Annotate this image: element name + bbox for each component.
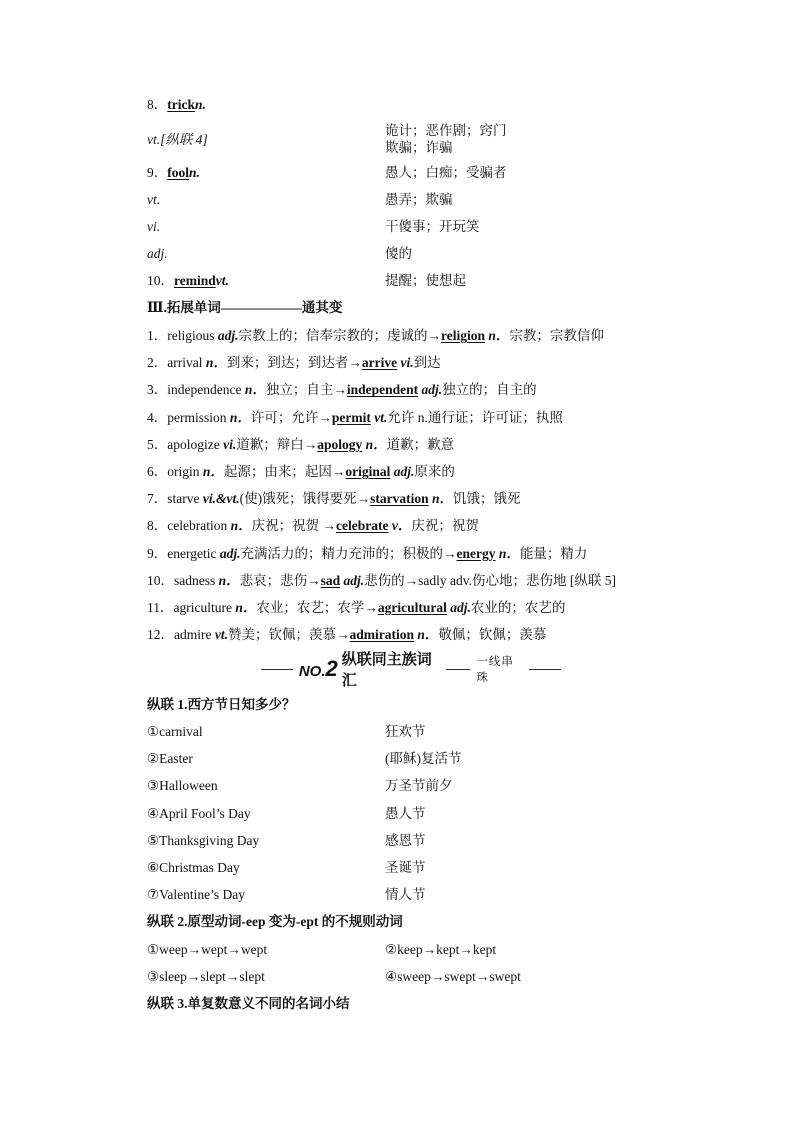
festival-name-en: ②Easter xyxy=(147,751,193,767)
vocab-item-9-meaning: 愚人；白痴；受骗者 xyxy=(385,165,507,180)
expand-item-pos2: adj. xyxy=(390,464,415,479)
expand-item-pos2: n． xyxy=(362,436,387,452)
vocab-item-9-vt: vt. xyxy=(147,192,161,207)
festival-name-zh: 狂欢节 xyxy=(385,724,426,739)
expand-item-b: 宗教上的；信奉宗教的；虔诚的→ xyxy=(238,328,442,343)
expand-item xyxy=(147,436,454,454)
expand-item-a: 5．apologize xyxy=(147,436,224,452)
expand-item xyxy=(147,490,521,508)
expand-item-w: celebrate xyxy=(335,518,389,534)
expand-item-c: 独立的；自主的 xyxy=(442,382,537,398)
festival-name-zh: 情人节 xyxy=(385,887,426,903)
zonglian-3-title: 纵联 3.单复数意义不同的名词小结 xyxy=(147,996,350,1011)
vocab-item-8: 8．trickn. xyxy=(147,97,206,112)
expand-item-a: 6．origin xyxy=(147,464,203,479)
festival-name-en: ①carnival xyxy=(147,724,203,739)
festival-name-zh: (耶稣)复活节 xyxy=(385,751,462,767)
festival-name-en: ⑦Valentine’s Day xyxy=(147,887,245,903)
expand-item-a: 1．religious xyxy=(147,328,218,343)
expand-item-pos1: n． xyxy=(235,600,257,615)
expand-item xyxy=(147,354,441,372)
expand-item xyxy=(147,327,604,345)
expand-item-b: 充满活力的；精力充沛的；积极的→ xyxy=(240,545,457,561)
banner-mid-rule xyxy=(446,669,470,670)
festival-name-en: ④April Fool’s Day xyxy=(147,805,251,821)
expand-item-pos1: adj. xyxy=(219,545,241,561)
expand-item-c: 道歉；歉意 xyxy=(386,436,455,452)
verb-item-2: ②keep→kept→kept xyxy=(385,942,497,957)
expand-item-pos1: n． xyxy=(229,409,251,425)
expand-item-pos2: n． xyxy=(414,627,439,643)
expand-item-pos2: adj. xyxy=(418,382,443,398)
expand-item-w: permit xyxy=(331,409,371,425)
expand-item-w: agricultural xyxy=(377,600,447,615)
section-banner xyxy=(255,650,567,689)
vocab-item-9: 9．fooln. xyxy=(147,165,200,180)
expand-item-w: apology xyxy=(317,436,363,452)
banner-subtitle: 一线串珠 xyxy=(476,654,514,684)
expand-item-a: 8．celebration xyxy=(147,518,231,534)
expand-item-b: 农业；农艺；农学→ xyxy=(256,600,378,615)
expand-item-pos1: n． xyxy=(218,572,240,588)
expand-item xyxy=(147,463,455,481)
expand-item xyxy=(147,545,587,563)
verb-item-1: ①weep→wept→wept xyxy=(147,942,268,957)
expand-item-c: 宗教；宗教信仰 xyxy=(509,328,604,343)
vocab-item-8-meaning: 诡计；恶作剧；窍门 xyxy=(385,123,507,138)
festival-name-en: ⑤Thanksgiving Day xyxy=(147,832,260,848)
expand-item-c: 能量；精力 xyxy=(519,545,588,561)
expand-item-a: 11．agriculture xyxy=(147,600,236,615)
vocab-item-9-adj-meaning: 傻的 xyxy=(385,246,412,261)
expand-item-b: 到来；到达；到达者→ xyxy=(226,355,362,371)
expand-item-w: energy xyxy=(456,545,496,561)
zonglian-2-title: 纵联 2.原型动词-eep 变为-ept 的不规则动词 xyxy=(147,914,403,929)
expand-item-pos1: n． xyxy=(202,464,224,479)
expand-item-pos2: vt. xyxy=(370,409,388,425)
expand-item xyxy=(147,599,565,617)
expand-item-w: admiration xyxy=(349,627,414,643)
expand-item-pos2: n． xyxy=(495,545,520,561)
expand-item-a: 12．admire xyxy=(147,627,215,643)
festival-name-zh: 感恩节 xyxy=(385,832,426,848)
section-3-title: Ⅲ.拓展单词——————通其变 xyxy=(147,300,343,315)
vocab-item-9-adj: adj. xyxy=(147,246,168,261)
banner-left-rule xyxy=(261,669,293,670)
expand-item-pos2: v． xyxy=(388,518,412,534)
expand-item-c: 允许 n.通行证；许可证；执照 xyxy=(387,409,563,425)
expand-item xyxy=(147,381,537,399)
expand-item-b: 庆祝；祝贺 → xyxy=(251,518,336,534)
expand-item-pos2: adj. xyxy=(446,600,471,615)
expand-item-a: 7．starve xyxy=(147,491,203,507)
expand-item-a: 10．sadness xyxy=(147,572,219,588)
festival-name-en: ⑥Christmas Day xyxy=(147,860,240,875)
expand-item-b: 独立；自主→ xyxy=(265,382,347,398)
expand-item-pos1: n． xyxy=(205,355,227,371)
banner-right-rule xyxy=(529,669,561,670)
expand-item xyxy=(147,517,479,535)
expand-item-pos2: adj. xyxy=(340,572,365,588)
expand-item-pos1: vt. xyxy=(214,627,228,643)
festival-name-zh: 愚人节 xyxy=(385,805,426,821)
expand-item-c: 原来的 xyxy=(414,464,455,479)
expand-item-b: 悲哀；悲伤→ xyxy=(239,572,321,588)
expand-item-w: starvation xyxy=(370,491,429,507)
vocab-item-10-meaning: 提醒；使想起 xyxy=(385,273,466,288)
expand-item-w: religion xyxy=(441,328,486,343)
expand-item-pos2: n． xyxy=(485,328,510,343)
expand-item xyxy=(147,626,546,644)
expand-item xyxy=(147,572,616,590)
vocab-item-8-meaning-vt: 欺骗；诈骗 xyxy=(385,140,453,155)
expand-item-c: 农业的；农艺的 xyxy=(470,600,566,615)
banner-title: 纵联同主族词汇 xyxy=(341,650,432,689)
expand-item-w: original xyxy=(345,464,391,479)
zonglian-1-title: 纵联 1.西方节日知多少？ xyxy=(147,697,296,712)
expand-item-b: 赞美；钦佩；羡慕→ xyxy=(227,627,350,643)
verb-item-4: ④sweep→swept→swept xyxy=(385,969,521,984)
expand-item-w: arrive xyxy=(361,355,398,371)
vocab-item-8-vt: vt.[纵联 4] xyxy=(147,132,208,147)
expand-item-c: 敬佩；钦佩；羡慕 xyxy=(438,627,547,643)
expand-item-c: 饥饿；饿死 xyxy=(453,491,521,507)
vocab-item-9-vi: vi. xyxy=(147,219,161,234)
expand-item xyxy=(147,409,563,427)
expand-item-w: sad xyxy=(320,572,341,588)
expand-item-pos1: vi.&vt. xyxy=(202,491,240,507)
expand-item-pos1: n． xyxy=(230,518,252,534)
expand-item-c: 到达 xyxy=(413,355,441,371)
expand-item-pos1: adj. xyxy=(217,328,239,343)
expand-item-pos2: vi. xyxy=(397,355,414,371)
expand-item-pos2: n． xyxy=(428,491,453,507)
expand-item-a: 3．independence xyxy=(147,382,245,398)
expand-item-a: 4．permission xyxy=(147,409,230,425)
vocab-item-9-vi-meaning: 干傻事；开玩笑 xyxy=(385,219,480,234)
expand-item-w: independent xyxy=(346,382,419,398)
festival-name-zh: 万圣节前夕 xyxy=(385,778,453,794)
expand-item-pos1: n． xyxy=(244,382,266,398)
expand-item-b: (使)饿死；饿得要死→ xyxy=(239,491,371,507)
verb-item-3: ③sleep→slept→slept xyxy=(147,969,265,984)
festival-name-en: ③Halloween xyxy=(147,778,218,794)
expand-item-a: 2．arrival xyxy=(147,355,206,371)
vocab-item-10: 10．remindvt. xyxy=(147,273,229,288)
vocab-item-9-vt-meaning: 愚弄；欺骗 xyxy=(385,192,453,207)
expand-item-c: 庆祝；祝贺 xyxy=(411,518,479,534)
expand-item-b: 许可；允许→ xyxy=(250,409,332,425)
expand-item-a: 9．energetic xyxy=(147,545,220,561)
festival-name-zh: 圣诞节 xyxy=(385,860,426,875)
expand-item-c: 悲伤的→sadly adv.伤心地；悲伤地 [纵联 5] xyxy=(364,572,617,588)
banner-number: NO.2 xyxy=(298,656,338,681)
expand-item-b: 起源；由来；起因→ xyxy=(223,464,346,479)
expand-item-b: 道歉；辩白→ xyxy=(236,436,318,452)
expand-item-pos1: vi. xyxy=(223,436,237,452)
